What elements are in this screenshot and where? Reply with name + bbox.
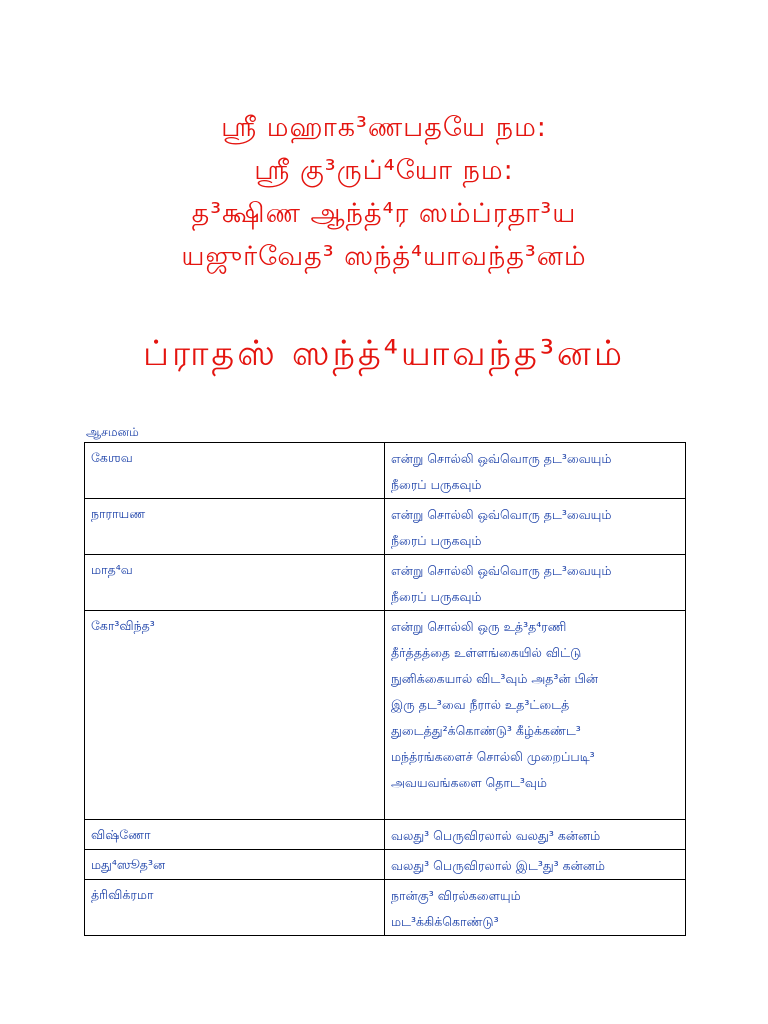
invocation-line-2: ஶ்ரீ கு³ருப்⁴யோ நம: xyxy=(254,155,514,186)
row-name: த்ரிவிக்ரமா xyxy=(85,880,385,936)
table-row xyxy=(85,499,686,555)
table-row xyxy=(85,555,686,611)
table-row xyxy=(85,820,686,850)
invocation-line-3: த³க்ஷிண ஆந்த்⁴ர ஸம்ப்ரதா³ய xyxy=(191,198,577,229)
table-row xyxy=(85,850,686,880)
row-description xyxy=(385,555,686,611)
description-line: என்று சொல்லி ஒவ்வொரு தட³வையும் xyxy=(391,563,612,578)
description-line: துடைத்து²க்கொண்டு³ கீழ்க்கண்ட³ xyxy=(391,723,581,738)
description-line: மந்த்ரங்களைச் சொல்லி முறைப்படி³ xyxy=(391,749,595,764)
row-description xyxy=(385,499,686,555)
description-line: என்று சொல்லி ஒவ்வொரு தட³வையும் xyxy=(391,507,612,522)
description-line: நான்கு³ விரல்களையும் xyxy=(391,888,521,903)
table-row xyxy=(85,880,686,936)
row-name: விஷ்ணோ xyxy=(85,820,385,850)
description-line: நுனிக்கையால் விட³வும் அத³ன் பின் xyxy=(391,671,599,686)
description-line: என்று சொல்லி ஒவ்வொரு தட³வையும் xyxy=(391,451,612,466)
description-line: வலது³ பெருவிரலால் இட³து³ கன்னம் xyxy=(391,858,605,873)
row-name: நாராயண xyxy=(85,499,385,555)
row-description xyxy=(385,850,686,880)
row-description xyxy=(385,880,686,936)
row-description xyxy=(385,443,686,499)
invocation-line-4: யஜுர்வேத³ ஸந்த்⁴யாவந்த³னம் xyxy=(181,241,587,272)
achamanam-table xyxy=(84,442,686,936)
description-line: என்று சொல்லி ஒரு உத்³த⁴ரணி xyxy=(391,619,567,634)
description-line: அவயவங்களை தொட³வும் xyxy=(391,775,547,790)
row-name: மாத⁴வ xyxy=(85,555,385,611)
row-name: கோ³விந்த³ xyxy=(85,611,385,820)
row-description xyxy=(385,820,686,850)
row-name: மது⁴ஸூத³ன xyxy=(85,850,385,880)
row-name: கேஶவ xyxy=(85,443,385,499)
description-line: நீரைப் பருகவும் xyxy=(391,477,482,492)
invocation-header xyxy=(0,106,768,278)
table-row xyxy=(85,611,686,820)
page-title: ப்ராதஸ் ஸந்த்⁴யாவந்த³னம் xyxy=(143,334,625,374)
description-line: வலது³ பெருவிரலால் வலது³ கன்னம் xyxy=(391,828,601,843)
section-label: ஆசமனம் xyxy=(86,425,139,439)
description-line: தீர்த்தத்தை உள்ளங்கையில் விட்டு xyxy=(391,645,582,660)
row-description xyxy=(385,611,686,820)
description-line: நீரைப் பருகவும் xyxy=(391,533,482,548)
description-line: இரு தட³வை நீரால் உத³ட்டைத் xyxy=(391,697,570,712)
table-row xyxy=(85,443,686,499)
description-line: மட³க்கிக்கொண்டு³ xyxy=(391,914,499,929)
description-line: நீரைப் பருகவும் xyxy=(391,589,482,604)
invocation-line-1: ஶ்ரீ மஹாக³ணபதயே நம: xyxy=(221,112,547,143)
